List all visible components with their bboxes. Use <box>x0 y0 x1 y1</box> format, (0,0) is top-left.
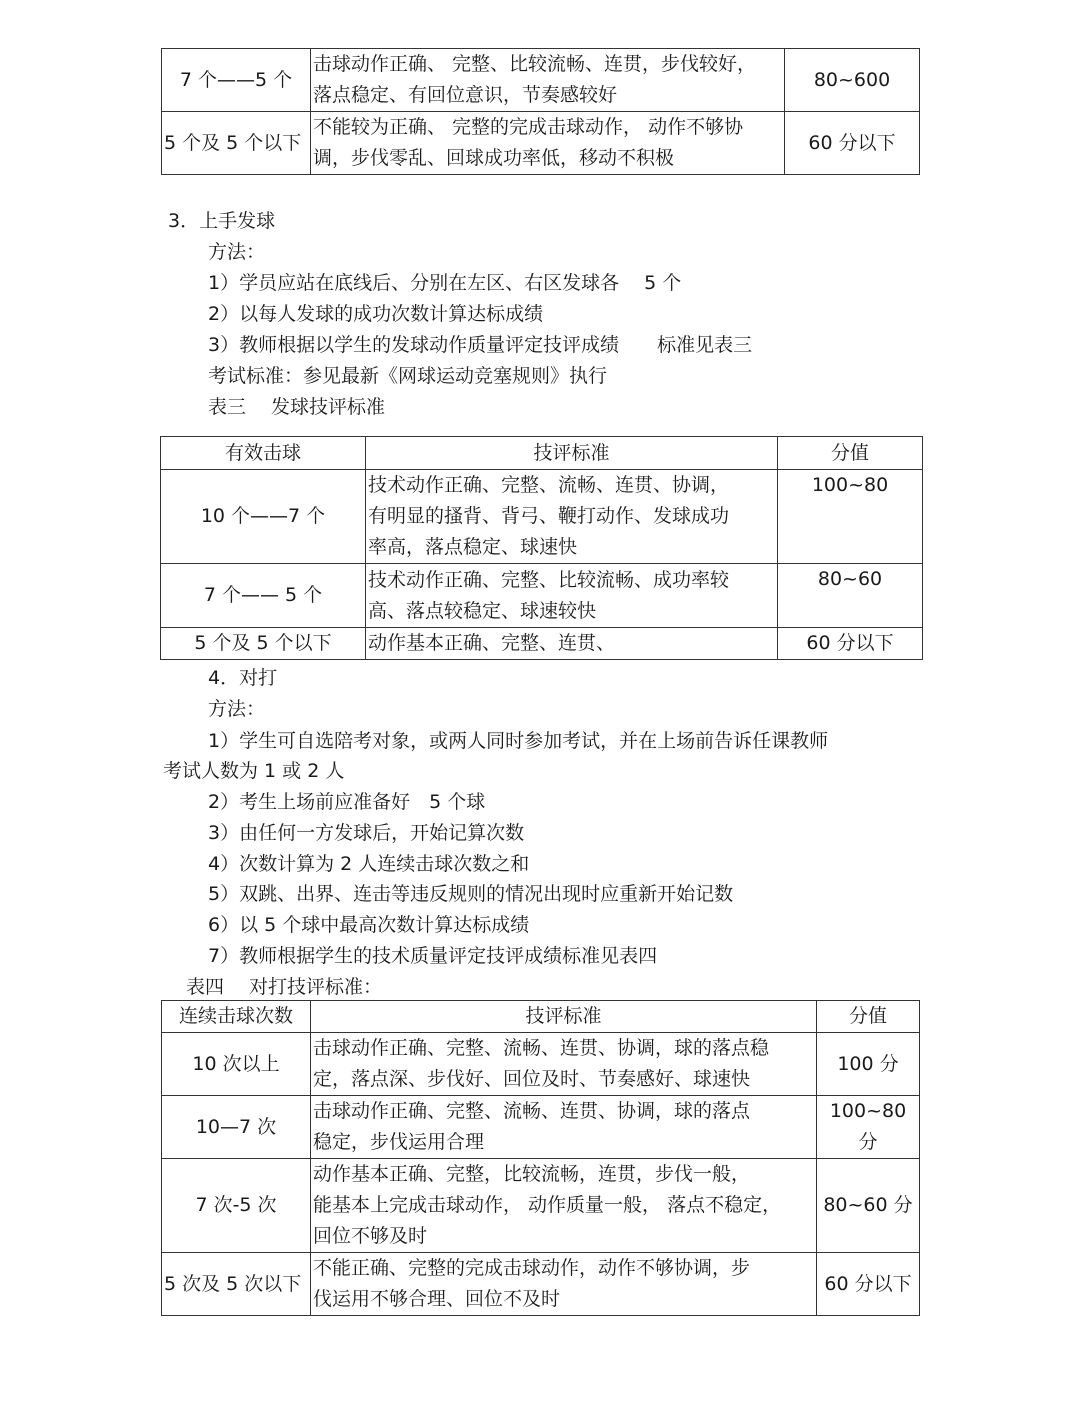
list-item: 4）次数计算为 2 人连续击球次数之和 <box>208 853 530 875</box>
score-cell: 80~60 分 <box>817 1159 920 1253</box>
criteria-line: 有明显的搔背、背弓、鞭打动作、发球成功 <box>368 505 730 527</box>
criteria-line: 能基本上完成击球动作， 动作质量一般， 落点不稳定， <box>313 1194 782 1216</box>
count-cell: 7 次-5 次 <box>162 1159 311 1253</box>
criteria-cell <box>366 628 778 660</box>
list-item: 3）教师根据以学生的发球动作质量评定技评成绩 标准见表三 <box>208 334 753 356</box>
criteria-line: 回位不够及时 <box>313 1225 428 1247</box>
score-cell: 100~80 <box>778 470 923 564</box>
list-item: 5）双跳、出界、连击等违反规则的情况出现时应重新开始记数 <box>208 883 734 905</box>
count-cell: 10 个——7 个 <box>161 470 366 564</box>
table-header-row <box>161 437 923 470</box>
criteria-line: 动作基本正确、完整、连贯、 <box>368 632 616 654</box>
list-item: 7）教师根据学生的技术质量评定技评成绩标准见表四 <box>208 945 658 967</box>
list-item: 3）由任何一方发球后，开始记算次数 <box>208 822 525 844</box>
list-item: 1）学员应站在底线后、分别在左区、右区发球各 5 个 <box>208 272 682 294</box>
criteria-line: 稳定，步伐运用合理 <box>313 1131 485 1153</box>
criteria-line: 不能正确、完整的完成击球动作，动作不够协调，步 <box>313 1257 751 1279</box>
criteria-line: 动作基本正确、完整，比较流畅，连贯，步伐一般， <box>313 1163 751 1185</box>
criteria-cell <box>311 1253 817 1316</box>
criteria-cell <box>311 1159 817 1253</box>
criteria-cell <box>311 49 785 112</box>
count-cell: 5 次及 5 次以下 <box>162 1253 311 1316</box>
score-cell: 80~600 <box>785 49 920 112</box>
table-row <box>162 1253 920 1316</box>
criteria-line: 击球动作正确、完整、流畅、连贯、协调，球的落点 <box>313 1100 751 1122</box>
table-row <box>162 1159 920 1253</box>
table-4-rally-criteria <box>161 1000 920 1316</box>
table-caption: 表三 发球技评标准 <box>208 396 386 418</box>
criteria-line: 击球动作正确、 完整、比较流畅、连贯，步伐较好， <box>313 53 757 75</box>
criteria-line: 调，步伐零乱、回球成功率低，移动不积极 <box>313 147 675 169</box>
count-cell: 10—7 次 <box>162 1096 311 1159</box>
criteria-line: 伐运用不够合理、回位不及时 <box>313 1288 561 1310</box>
column-header: 分值 <box>817 1001 920 1033</box>
table-row <box>161 628 923 660</box>
criteria-cell <box>366 564 778 628</box>
criteria-line: 高、落点较稳定、球速较快 <box>368 599 597 622</box>
table-header-row <box>162 1001 920 1033</box>
count-cell: 10 次以上 <box>162 1033 311 1096</box>
count-cell: 5 个及 5 个以下 <box>162 112 311 175</box>
count-cell: 5 个及 5 个以下 <box>161 628 366 660</box>
criteria-line: 定，落点深、步伐好、回位及时、节奏感好、球速快 <box>313 1068 751 1090</box>
criteria-cell <box>311 1096 817 1159</box>
score-cell: 60 分以下 <box>785 112 920 175</box>
exam-standard: 考试标准：参见最新《网球运动竞塞规则》执行 <box>208 365 608 387</box>
list-item: 2）以每人发球的成功次数计算达标成绩 <box>208 303 544 325</box>
table-row <box>162 112 920 175</box>
column-header: 技评标准 <box>366 437 778 470</box>
table-row <box>162 1033 920 1096</box>
count-cell: 7 个——5 个 <box>162 49 311 112</box>
section-4-heading: 4．对打 <box>208 667 278 689</box>
method-label: 方法： <box>208 698 266 720</box>
table-row <box>161 470 923 564</box>
score-cell: 60 分以下 <box>817 1253 920 1316</box>
criteria-line: 不能较为正确、 完整的完成击球动作， 动作不够协 <box>313 116 744 138</box>
criteria-line: 技术动作正确、完整、比较流畅、成功率较 <box>368 568 730 591</box>
criteria-cell <box>366 470 778 564</box>
criteria-cell <box>311 1033 817 1096</box>
table-3-serve-criteria <box>160 436 923 660</box>
table-row <box>161 564 923 628</box>
column-header: 连续击球次数 <box>162 1001 311 1033</box>
table-row <box>162 1096 920 1159</box>
criteria-line: 率高，落点稳定、球速快 <box>368 536 578 558</box>
column-header: 分值 <box>778 437 923 470</box>
method-label: 方法： <box>208 241 266 263</box>
criteria-line: 击球动作正确、完整、流畅、连贯、协调，球的落点稳 <box>313 1037 770 1059</box>
list-item: 2）考生上场前应准备好 5 个球 <box>208 791 486 813</box>
column-header: 技评标准 <box>311 1001 817 1033</box>
list-item: 1）学生可自选陪考对象，或两人同时参加考试，并在上场前告诉任课教师 <box>208 730 829 752</box>
criteria-cell <box>311 112 785 175</box>
list-item: 6）以 5 个球中最高次数计算达标成绩 <box>208 914 530 936</box>
list-item-continuation: 考试人数为 1 或 2 人 <box>163 760 345 782</box>
section-3-heading: 3．上手发球 <box>168 210 276 232</box>
table-caption: 表四 对打技评标准： <box>186 976 383 998</box>
count-cell: 7 个—— 5 个 <box>161 564 366 628</box>
score-cell: 60 分以下 <box>778 628 923 660</box>
score-cell: 80~60 <box>778 564 923 628</box>
table-2-continuation <box>161 48 920 175</box>
column-header: 有效击球 <box>161 437 366 470</box>
score-cell: 100~80 分 <box>817 1096 920 1159</box>
table-row <box>162 49 920 112</box>
criteria-line: 技术动作正确、完整、流畅、连贯、协调， <box>368 474 730 496</box>
score-cell: 100 分 <box>817 1033 920 1096</box>
criteria-line: 落点稳定、有回位意识，节奏感较好 <box>313 84 618 106</box>
